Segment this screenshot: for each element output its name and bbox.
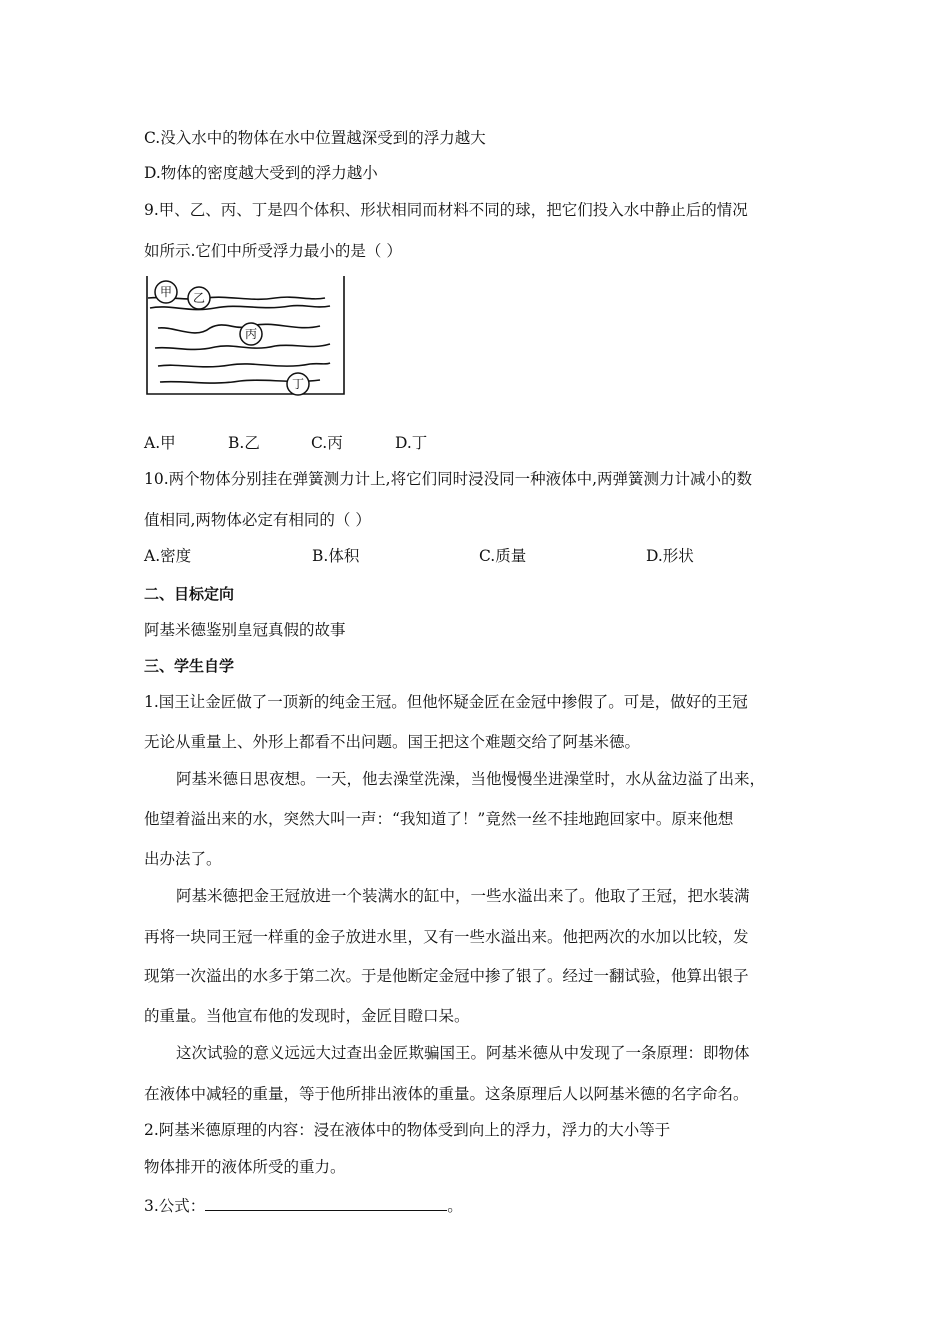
story-paragraph-2-line-2: 他望着溢出来的水，突然大叫一声：“我知道了！”竟然一丝不挂地跑回家中。原来他想 [144,810,734,828]
q10-option-b: B.体积 [312,547,360,565]
q9-option-d: D.丁 [395,434,428,452]
ball-ding-label: 丁 [291,377,305,391]
section-2-heading: 二、目标定向 [144,585,235,603]
story-paragraph-2-line-1: 阿基米德日思夜想。一天，他去澡堂洗澡，当他慢慢坐进澡堂时，水从盆边溢了出来， [176,770,766,788]
option-c-line: C.没入水中的物体在水中位置越深受到的浮力越大 [144,129,486,147]
item-3-formula [144,1196,463,1216]
q10-option-d: D.形状 [646,547,694,565]
formula-blank[interactable] [205,1196,447,1211]
story-paragraph-4-line-2: 在液体中减轻的重量，等于他所排出液体的重量。这条原理后人以阿基米德的名字命名。 [144,1085,749,1103]
story-paragraph-4-line-1: 这次试验的意义远远大过查出金匠欺骗国王。阿基米德从中发现了一条原理：即物体 [176,1044,750,1062]
question-10-options [144,546,844,566]
ball-bing [240,323,262,345]
question-9-line-1: 9.甲、乙、丙、丁是四个体积、形状相同而材料不同的球，把它们投入水中静止后的情况 [144,201,748,219]
item-2-line-1: 2.阿基米德原理的内容：浸在液体中的物体受到向上的浮力，浮力的大小等于 [144,1121,671,1139]
water-tank-svg [140,268,350,404]
ball-ding [287,373,309,395]
section-3-heading: 三、学生自学 [144,657,235,675]
item-3-label: 3.公式： [144,1197,206,1215]
story-paragraph-3-line-1: 阿基米德把金王冠放进一个装满水的缸中，一些水溢出来了。他取了王冠，把水装满 [176,887,750,905]
story-paragraph-3-line-3: 现第一次溢出的水多于第二次。于是他断定金冠中掺了银了。经过一翻试验，他算出银子 [144,967,749,985]
story-paragraph-2-line-3: 出办法了。 [144,850,222,868]
question-9-options [144,433,844,453]
question-9-line-2: 如所示.它们中所受浮力最小的是（ ） [144,242,402,260]
ball-jia [155,281,177,303]
water-container-figure [140,268,350,404]
story-paragraph-1-line-2: 无论从重量上、外形上都看不出问题。国王把这个难题交给了阿基米德。 [144,733,641,751]
ball-yi-label: 乙 [192,291,206,305]
ball-bing-label: 丙 [244,327,258,341]
ball-jia-label: 甲 [159,285,173,299]
q9-option-b: B.乙 [228,434,260,452]
story-paragraph-3-line-4: 的重量。当他宣布他的发现时，金匠目瞪口呆。 [144,1007,470,1025]
q9-option-a: A.甲 [144,434,176,452]
ball-yi [188,287,210,309]
q10-option-c: C.质量 [479,547,527,565]
section-2-text: 阿基米德鉴别皇冠真假的故事 [144,621,346,639]
story-paragraph-1-line-1: 1.国王让金匠做了一顶新的纯金王冠。但他怀疑金匠在金冠中掺假了。可是，做好的王冠 [144,693,748,711]
q10-option-a: A.密度 [144,547,192,565]
question-10-line-1: 10.两个物体分别挂在弹簧测力计上,将它们同时浸没同一种液体中,两弹簧测力计减小的数 [144,470,753,488]
question-10-line-2: 值相同,两物体必定有相同的（ ） [144,511,371,529]
item-3-end: 。 [447,1197,463,1215]
story-paragraph-3-line-2: 再将一块同王冠一样重的金子放进水里，又有一些水溢出来。他把两次的水加以比较，发 [144,928,749,946]
option-d-line: D.物体的密度越大受到的浮力越小 [144,164,378,182]
item-2-line-2: 物体排开的液体所受的重力。 [144,1158,346,1176]
q9-option-c: C.丙 [311,434,343,452]
